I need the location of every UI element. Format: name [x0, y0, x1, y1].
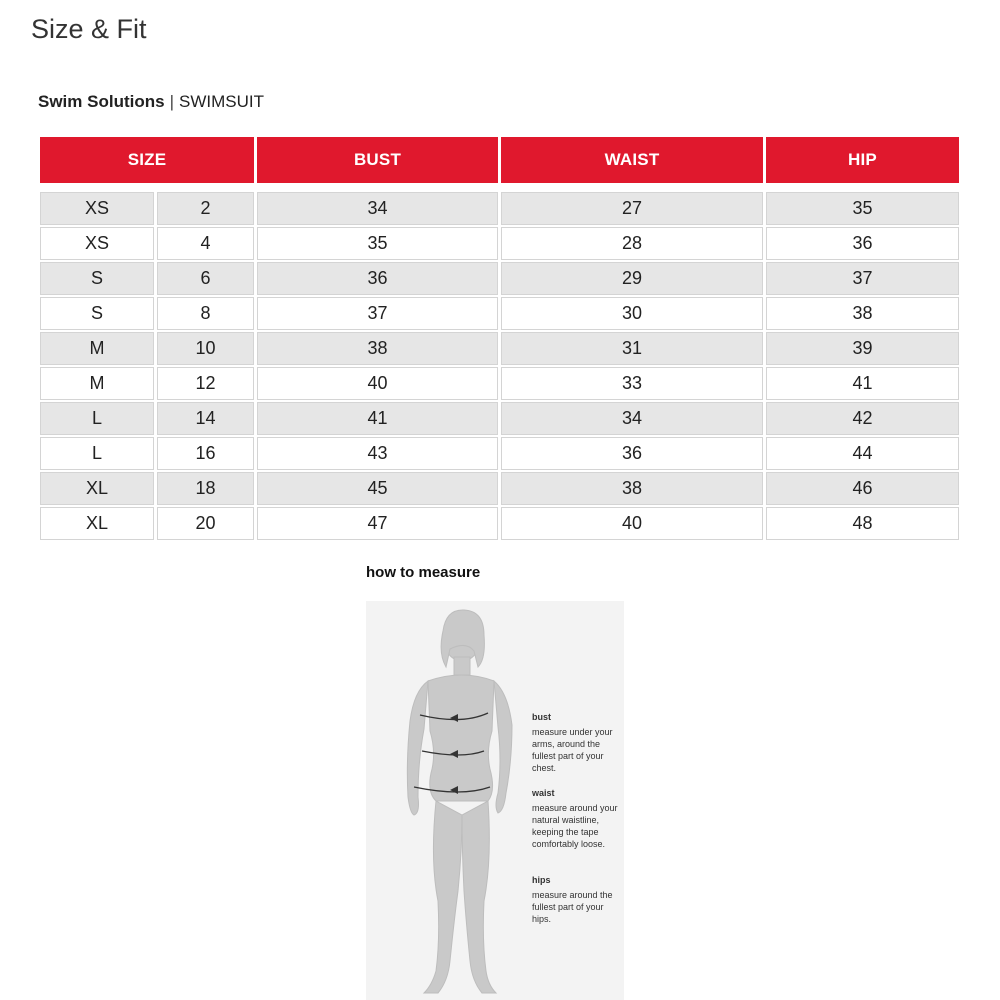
bust-term: bust — [532, 712, 551, 722]
bust-cell: 34 — [257, 192, 498, 225]
bust-cell: 37 — [257, 297, 498, 330]
measurement-figure — [366, 601, 624, 1000]
brand-name: Swim Solutions — [38, 92, 165, 111]
table-row — [40, 332, 959, 365]
bust-cell: 35 — [257, 227, 498, 260]
waist-instructions — [532, 787, 622, 850]
table-row — [40, 507, 959, 540]
size-letter-cell: S — [40, 262, 154, 295]
page-title: Size & Fit — [31, 14, 147, 44]
size-letter-cell: XS — [40, 227, 154, 260]
hips-instructions — [532, 874, 622, 925]
heading-separator: | — [169, 92, 174, 111]
table-row — [40, 297, 959, 330]
size-chart-heading — [38, 92, 264, 112]
how-to-measure-title: how to measure — [366, 564, 481, 581]
table-row — [40, 367, 959, 400]
header-waist: WAIST — [501, 137, 763, 183]
hip-cell: 46 — [766, 472, 959, 505]
size-number-cell: 4 — [157, 227, 254, 260]
table-row — [40, 227, 959, 260]
hips-description: measure around the fullest part of your hips. — [532, 890, 613, 924]
bust-cell: 43 — [257, 437, 498, 470]
size-letter-cell: XL — [40, 472, 154, 505]
waist-cell: 31 — [501, 332, 763, 365]
size-letter-cell: XL — [40, 507, 154, 540]
header-hip: HIP — [766, 137, 959, 183]
hips-term: hips — [532, 875, 551, 885]
waist-cell: 33 — [501, 367, 763, 400]
hip-cell: 38 — [766, 297, 959, 330]
hip-cell: 44 — [766, 437, 959, 470]
waist-cell: 40 — [501, 507, 763, 540]
hip-cell: 39 — [766, 332, 959, 365]
size-letter-cell: XS — [40, 192, 154, 225]
bust-cell: 38 — [257, 332, 498, 365]
size-letter-cell: L — [40, 402, 154, 435]
hip-cell: 48 — [766, 507, 959, 540]
header-bust: BUST — [257, 137, 498, 183]
table-row — [40, 192, 959, 225]
size-number-cell: 2 — [157, 192, 254, 225]
bust-cell: 40 — [257, 367, 498, 400]
size-number-cell: 20 — [157, 507, 254, 540]
waist-cell: 36 — [501, 437, 763, 470]
size-number-cell: 18 — [157, 472, 254, 505]
hip-cell: 37 — [766, 262, 959, 295]
size-letter-cell: M — [40, 332, 154, 365]
size-number-cell: 16 — [157, 437, 254, 470]
waist-cell: 28 — [501, 227, 763, 260]
bust-cell: 36 — [257, 262, 498, 295]
table-row — [40, 472, 959, 505]
size-chart-table — [37, 135, 962, 542]
table-row — [40, 262, 959, 295]
bust-cell: 41 — [257, 402, 498, 435]
size-number-cell: 6 — [157, 262, 254, 295]
hip-cell: 36 — [766, 227, 959, 260]
waist-cell: 27 — [501, 192, 763, 225]
waist-cell: 30 — [501, 297, 763, 330]
size-letter-cell: S — [40, 297, 154, 330]
table-row — [40, 402, 959, 435]
hip-cell: 42 — [766, 402, 959, 435]
size-letter-cell: L — [40, 437, 154, 470]
table-body — [40, 192, 959, 540]
size-number-cell: 12 — [157, 367, 254, 400]
waist-cell: 29 — [501, 262, 763, 295]
bust-instructions — [532, 711, 622, 774]
bust-cell: 45 — [257, 472, 498, 505]
hip-cell: 41 — [766, 367, 959, 400]
waist-term: waist — [532, 788, 555, 798]
table-row — [40, 437, 959, 470]
waist-cell: 34 — [501, 402, 763, 435]
hip-cell: 35 — [766, 192, 959, 225]
header-size: SIZE — [40, 137, 254, 183]
bust-cell: 47 — [257, 507, 498, 540]
size-number-cell: 14 — [157, 402, 254, 435]
waist-description: measure around your natural waistline, keeping the tape comfortably loose. — [532, 803, 618, 849]
size-number-cell: 10 — [157, 332, 254, 365]
bust-description: measure under your arms, around the fullest part of your chest. — [532, 727, 613, 773]
table-header-row — [40, 137, 959, 183]
waist-cell: 38 — [501, 472, 763, 505]
garment-category: SWIMSUIT — [178, 92, 264, 111]
size-letter-cell: M — [40, 367, 154, 400]
size-number-cell: 8 — [157, 297, 254, 330]
